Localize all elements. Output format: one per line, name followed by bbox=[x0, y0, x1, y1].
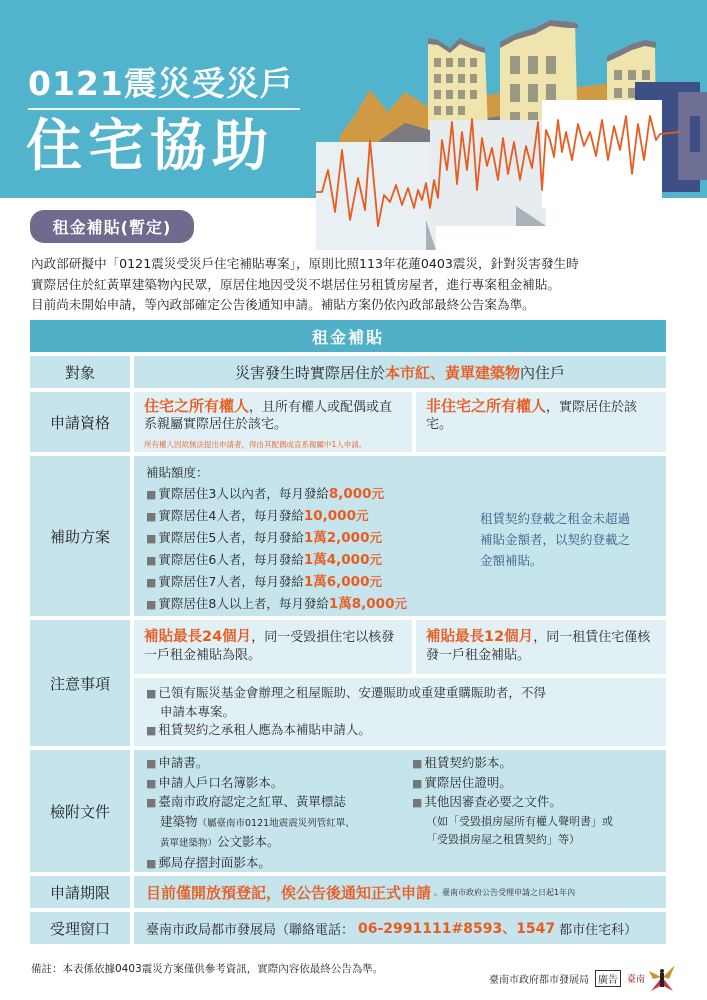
list-item bbox=[146, 549, 464, 571]
section-title-pill: 租金補貼(暫定) bbox=[30, 210, 194, 243]
non-owner-text: ，實際居住於該宅。 bbox=[426, 400, 638, 432]
period-small-text: 。臺南市政府公告受理申請之日起1年內 bbox=[434, 887, 576, 897]
doc-text: 郵局存摺封面影本。 bbox=[158, 854, 271, 870]
intro-line: 目前尚未開始申請，等內政部確定公告後通知申請。補貼方案仍依內政部最終公告案為準。 bbox=[31, 297, 535, 312]
doc-text: 臺南市政府認定之紅單、黃單標誌 bbox=[158, 794, 346, 809]
table-row-notes bbox=[30, 620, 666, 746]
publisher-name: 臺南市政府都市發展局 bbox=[488, 974, 589, 986]
tier-text: 實際居住8人以上者，每月發給 bbox=[158, 596, 329, 611]
tier-text: 實際居住3人以內者，每月發給 bbox=[158, 486, 329, 501]
eligibility-owner-cell bbox=[134, 392, 412, 452]
period-cell bbox=[134, 876, 666, 908]
doc-text: 申請書。 bbox=[158, 755, 209, 770]
note-text: 已領有賑災基金會辦理之租屋賑助、安遷賑助或重建重購賑助者，不得 bbox=[158, 685, 546, 700]
target-highlight: 本市紅、黃單建築物 bbox=[384, 363, 520, 382]
contact-phone: 06-2991111#8593、1547 bbox=[358, 921, 556, 937]
logo-text: 臺南 bbox=[626, 974, 645, 985]
doc-text: 申請人戶口名簿影本。 bbox=[158, 774, 284, 790]
tier-amount: 10,000 bbox=[303, 508, 356, 524]
list-item bbox=[146, 527, 464, 549]
list-item bbox=[146, 793, 406, 813]
documents-col2 bbox=[406, 754, 654, 868]
tier-unit: 元 bbox=[369, 574, 382, 589]
documents-cell bbox=[134, 750, 666, 872]
tier-amount: 1萬6,000 bbox=[303, 574, 370, 590]
tier-amount: 1萬8,000 bbox=[328, 596, 395, 612]
table-header: 租金補貼 bbox=[30, 320, 666, 352]
notes-left-highlight: 補貼最長24個月 bbox=[144, 629, 252, 645]
tier-text: 實際居住7人者，每月發給 bbox=[158, 574, 304, 589]
tier-amount: 8,000 bbox=[328, 486, 372, 502]
target-text: 災害發生時實際居住於 bbox=[234, 363, 385, 382]
side-note-line: 租賃契約登載之租金未超過 bbox=[480, 511, 631, 526]
row-label: 注意事項 bbox=[30, 620, 130, 746]
list-item bbox=[146, 854, 406, 874]
list-item bbox=[146, 483, 464, 505]
intro-paragraph bbox=[31, 254, 671, 316]
banner-title-line2: 住宅協助 bbox=[26, 114, 274, 179]
documents-col1 bbox=[146, 754, 406, 868]
square-bullet-icon: ■ bbox=[146, 796, 157, 809]
square-bullet-icon: ■ bbox=[146, 757, 157, 770]
subsidy-tier-list bbox=[146, 462, 464, 610]
square-bullet-icon: ■ bbox=[412, 757, 423, 770]
list-item bbox=[146, 754, 406, 774]
tainan-logo bbox=[627, 965, 677, 991]
table-row-contact bbox=[30, 912, 666, 944]
row-label: 檢附文件 bbox=[30, 750, 130, 872]
list-item bbox=[146, 774, 406, 794]
list-item bbox=[146, 593, 464, 615]
notes-left-text: ，同一受毀損住宅以核發一戶租金補貼為限。 bbox=[144, 630, 395, 663]
square-bullet-icon: ■ bbox=[412, 796, 423, 809]
doc-text: 其他因審查必要之文件。 bbox=[424, 794, 562, 809]
list-item bbox=[146, 571, 464, 593]
square-bullet-icon: ■ bbox=[146, 554, 157, 567]
intro-line: 實際居住於紅黃單建築物內民眾，原居住地因受災不堪居住另租賃房屋者，進行專案租金補貼。 bbox=[31, 276, 560, 292]
doc-text: 租賃契約影本。 bbox=[424, 755, 512, 770]
notes-tenant-cell bbox=[416, 620, 666, 674]
tier-text: 實際居住6人者，每月發給 bbox=[158, 552, 304, 567]
ad-tag: 廣告 bbox=[595, 970, 621, 987]
square-bullet-icon: ■ bbox=[146, 598, 157, 611]
row-label: 受理窗口 bbox=[30, 912, 130, 944]
rent-subsidy-table bbox=[30, 320, 666, 948]
tier-unit: 元 bbox=[369, 552, 382, 567]
list-item bbox=[412, 774, 654, 794]
tier-unit: 元 bbox=[394, 596, 407, 611]
plan-heading: 補貼額度： bbox=[146, 465, 209, 480]
plan-side-note bbox=[464, 462, 654, 610]
row-label: 申請期限 bbox=[30, 876, 130, 908]
contact-cell bbox=[134, 912, 666, 944]
square-bullet-icon: ■ bbox=[146, 488, 157, 501]
eligibility-split bbox=[134, 392, 666, 452]
building-icon bbox=[428, 38, 488, 130]
table-row-target bbox=[30, 356, 666, 388]
owner-note: 所有權人因故無法提出申請者，得由其配偶或直系親屬中1人申請。 bbox=[144, 440, 367, 449]
plan-cell bbox=[134, 456, 666, 616]
doc-text: 實際居住證明。 bbox=[424, 774, 512, 790]
tier-text: 實際居住5人者，每月發給 bbox=[158, 530, 304, 545]
doc-small-text: （屬臺南市0121地震震災列管紅單、 bbox=[197, 817, 355, 829]
square-bullet-icon: ■ bbox=[412, 776, 423, 790]
tier-text: 實際居住4人者，每月發給 bbox=[158, 508, 304, 523]
list-item bbox=[146, 721, 654, 740]
square-bullet-icon: ■ bbox=[146, 776, 157, 790]
table-row-plan bbox=[30, 456, 666, 616]
list-item bbox=[412, 754, 654, 774]
publisher-block bbox=[489, 965, 677, 991]
side-note-line: 補貼金額者，以契約登載之 bbox=[480, 532, 631, 547]
table-row-eligibility bbox=[30, 392, 666, 452]
contact-text: 臺南市政局都市發展局（聯絡電話： bbox=[146, 922, 355, 938]
tier-unit: 元 bbox=[369, 530, 382, 545]
note-text: 租賃契約之承租人應為本補貼申請人。 bbox=[158, 722, 371, 737]
banner-divider bbox=[28, 108, 300, 110]
notes-right-highlight: 補貼最長12個月 bbox=[426, 629, 534, 645]
period-highlight: 目前僅開放預登記，俟公告後通知正式申請 bbox=[146, 883, 432, 902]
non-owner-highlight: 非住宅之所有權人 bbox=[426, 397, 547, 415]
tier-amount: 1萬2,000 bbox=[303, 530, 370, 546]
tier-unit: 元 bbox=[371, 486, 385, 501]
table-row-documents bbox=[30, 750, 666, 872]
doc-text: 建築物 bbox=[160, 813, 198, 829]
notes-right-text: ，同一租賃住宅僅核發一戶租金補貼。 bbox=[426, 630, 651, 663]
square-bullet-icon: ■ bbox=[146, 724, 157, 737]
list-item bbox=[146, 505, 464, 527]
doc-text: 公文影本。 bbox=[217, 834, 280, 849]
tier-amount: 1萬4,000 bbox=[303, 552, 370, 568]
square-bullet-icon: ■ bbox=[146, 532, 157, 545]
list-item bbox=[146, 684, 654, 703]
table-row-period bbox=[30, 876, 666, 908]
square-bullet-icon: ■ bbox=[146, 576, 157, 589]
notes-top bbox=[134, 620, 666, 674]
owner-highlight: 住宅之所有權人 bbox=[144, 397, 250, 415]
note-continuation: 申請本專案。 bbox=[160, 704, 236, 719]
square-bullet-icon: ■ bbox=[146, 687, 157, 700]
owner-text: ，且所有權人或配偶或直系親屬實際居住於該宅。 bbox=[144, 400, 393, 432]
notes-bullets bbox=[134, 678, 666, 746]
square-bullet-icon: ■ bbox=[146, 510, 157, 523]
earthquake-illustration bbox=[310, 20, 707, 250]
doc-sub-line: 「受毀損房屋之租賃契約」等） bbox=[426, 833, 580, 846]
row-label: 對象 bbox=[30, 356, 130, 388]
intro-line: 內政部研擬中「0121震災受災戶住宅補貼專案」，原則比照113年花蓮0403震災，針對災害發生時 bbox=[31, 256, 579, 271]
target-text-after: 內住戶 bbox=[520, 363, 566, 382]
notes-stack bbox=[134, 620, 666, 746]
footnote: 備註：本表係依據0403震災方案僅供參考資訊，實際內容依最終公告為準。 bbox=[31, 963, 384, 975]
contact-text-after: 都市住宅科） bbox=[559, 922, 638, 938]
doc-small-text: 黃單建築物） bbox=[160, 838, 218, 849]
list-item bbox=[412, 793, 654, 813]
doc-continuation bbox=[146, 813, 406, 834]
doc-continuation bbox=[146, 833, 406, 854]
tier-unit: 元 bbox=[355, 508, 369, 523]
row-label: 申請資格 bbox=[30, 392, 130, 452]
target-cell bbox=[134, 356, 666, 388]
banner-title-line1: 0121震災受災戶 bbox=[28, 64, 294, 103]
doc-sub-line: （如「受毀損房屋所有權人聲明書」或 bbox=[426, 814, 613, 828]
row-label: 補助方案 bbox=[30, 456, 130, 616]
square-bullet-icon: ■ bbox=[146, 856, 157, 870]
tainan-logo-icon bbox=[647, 965, 677, 991]
side-note-line: 金額補貼。 bbox=[480, 553, 543, 568]
eligibility-non-owner-cell bbox=[416, 392, 666, 452]
notes-owner-cell bbox=[134, 620, 412, 674]
